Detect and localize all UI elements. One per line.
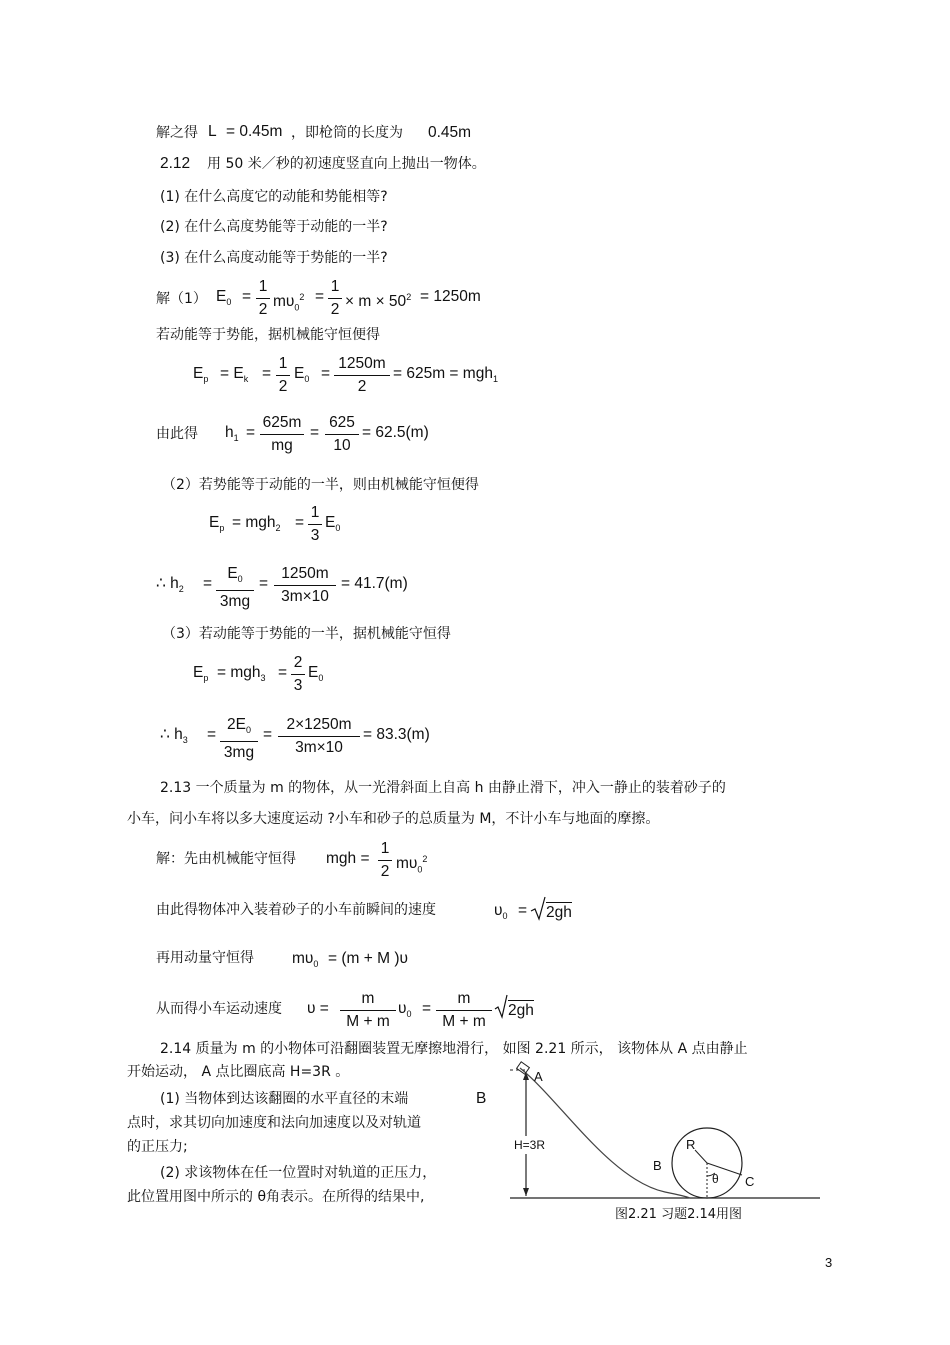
formula-term: $m\upsilon_0^2$	[396, 854, 428, 875]
value: 0.45m	[428, 124, 472, 141]
question-2-14-1-line-1: (1) 当物体到达该翻圈的水平直径的末端	[160, 1091, 409, 1107]
formula-result: = 62.5(m)	[362, 424, 429, 441]
sqrt-content: 2gh	[546, 904, 572, 921]
equals: =	[246, 424, 256, 441]
equals: =	[207, 726, 217, 743]
formula-var: $E_p$	[193, 664, 209, 684]
formula-var: $\upsilon_0$	[398, 1000, 412, 1020]
question-2: (2) 在什么高度势能等于动能的一半?	[160, 219, 388, 235]
page-number: 3	[825, 1255, 833, 1270]
formula-term: = (m + M )υ	[328, 950, 408, 967]
formula-result: = 1250m	[420, 288, 481, 305]
formula-var: $h_1$	[225, 424, 239, 444]
sqrt-sign-icon	[494, 994, 508, 1020]
formula-term: = mgh$_3$	[217, 664, 266, 684]
formula-result: = 41.7(m)	[341, 575, 408, 592]
formula-var: $E_0$	[325, 514, 341, 534]
formula-var: $E_p$	[209, 514, 225, 534]
formula-term: mgh =	[326, 850, 370, 867]
fraction: $\frac{2\times 1250m}{3m\times 10}$	[278, 716, 360, 757]
problem-2-12-text: 用 50 米／秒的初速度竖直向上抛出一物体。	[207, 156, 486, 172]
formula-var: $E_0$	[308, 664, 324, 684]
text: ，即枪筒的长度为	[291, 125, 403, 141]
question-3: (3) 在什么高度动能等于势能的一半?	[160, 250, 388, 266]
sqrt-sign-icon	[530, 896, 546, 922]
figure-caption: 图2.21 习题2.14用图	[615, 1207, 743, 1222]
text: （3）若动能等于势能的一半，据机械能守恒得	[162, 626, 451, 642]
formula-var: ∴ $h_2$	[156, 575, 184, 595]
problem-2-14-line-1: 2.14 质量为 m 的小物体可沿翻圈装置无摩擦地滑行， 如图 2.21 所示， 该物体从 A 点由静止	[160, 1041, 748, 1057]
formula-term: $m\upsilon_0$	[292, 950, 319, 970]
fraction: $\frac{m}{M + m}$	[340, 990, 396, 1031]
sqrt-content: 2gh	[508, 1002, 534, 1019]
formula-value: = 0.45m	[226, 123, 283, 140]
text: 若动能等于势能，据机械能守恒便得	[156, 327, 380, 343]
text: 解（1）	[156, 291, 207, 307]
problem-number-2-12: 2.12	[160, 155, 191, 172]
text: 解：先由机械能守恒得	[156, 851, 296, 867]
problem-2-14-line-2: 开始运动， A 点比圈底高 H=3R 。	[127, 1064, 350, 1080]
fraction: $\frac{1250m}{3m\times 10}$	[274, 565, 336, 606]
question-2-14-1-line-3: 的正压力;	[127, 1139, 188, 1155]
figure-label-theta: θ	[712, 1172, 719, 1186]
text: 再用动量守恒得	[156, 950, 254, 966]
figure-label-a: A	[534, 1069, 543, 1084]
equals: =	[422, 1000, 432, 1017]
formula-term: $m\upsilon_0^2$	[273, 292, 305, 313]
equals: =	[295, 514, 305, 531]
text: 从而得小车运动速度	[156, 1001, 282, 1017]
equals: =	[242, 288, 252, 305]
figure-label-height: H=3R	[514, 1138, 546, 1152]
fraction: $\frac{2}{3}$	[291, 654, 305, 695]
figure-2-21	[490, 1060, 830, 1230]
fraction: $\frac{625m}{mg}$	[260, 414, 304, 455]
equals: =	[259, 575, 269, 592]
formula-var: $E_p$	[193, 365, 209, 385]
formula-var: $\upsilon_0$	[494, 902, 508, 922]
question-1: (1) 在什么高度它的动能和势能相等?	[160, 189, 388, 205]
fraction: $\frac{2E_0}{3mg}$	[220, 716, 258, 762]
formula-result: = 625m = mgh$_1$	[393, 365, 498, 385]
formula-var: $E_0$	[294, 365, 310, 385]
question-2-14-2-line-2: 此位置用图中所示的 θ角表示。在所得的结果中,	[127, 1189, 425, 1205]
fraction: $\frac{1}{2}$	[276, 355, 290, 396]
equals: =	[518, 902, 528, 919]
equals: =	[321, 365, 331, 382]
point-label-b: B	[476, 1090, 487, 1107]
equals: =	[278, 664, 288, 681]
equals: =	[203, 575, 213, 592]
formula-result: = 83.3(m)	[363, 726, 430, 743]
formula-term: = mgh$_2$	[232, 514, 281, 534]
text: 解之得	[156, 125, 198, 141]
fraction: $\frac{1}{2}$	[378, 840, 392, 881]
fraction: $\frac{1}{3}$	[308, 504, 322, 545]
equals: =	[263, 726, 273, 743]
fraction: $\frac{1}{2}$	[256, 278, 270, 319]
text: 由此得	[156, 426, 198, 442]
figure-label-c: C	[745, 1174, 755, 1189]
fraction: $\frac{E_0}{3mg}$	[216, 565, 254, 611]
problem-2-13-line-2: 小车，问小车将以多大速度运动 ?小车和砂子的总质量为 M，不计小车与地面的摩擦。	[127, 811, 660, 827]
fraction: $\frac{625}{10}$	[325, 414, 359, 455]
fraction: $\frac{1}{2}$	[328, 278, 342, 319]
figure-label-r: R	[686, 1137, 696, 1152]
figure-label-b: B	[653, 1158, 662, 1173]
fraction: $\frac{1250m}{2}$	[334, 355, 390, 396]
formula-var: $E_0$	[216, 288, 232, 308]
text: 由此得物体冲入装着砂子的小车前瞬间的速度	[156, 902, 436, 918]
question-2-14-2-line-1: (2) 求该物体在任一位置时对轨道的正压力，	[160, 1165, 437, 1181]
fraction: $\frac{m}{M + m}$	[436, 990, 492, 1031]
problem-2-13-line-1: 2.13 一个质量为 m 的物体，从一光滑斜面上自高 h 由静止滑下，冲入一静止的装着砂子的	[160, 780, 726, 796]
formula-term: × $m \times 50^2$	[345, 292, 412, 311]
formula-term: υ =	[307, 1000, 329, 1017]
question-2-14-1-line-2: 点时，求其切向加速度和法向加速度以及对轨道	[127, 1115, 421, 1131]
formula-var: ∴ $h_3$	[160, 726, 188, 746]
formula-var: L	[208, 123, 217, 140]
equals: =	[310, 424, 320, 441]
equals: =	[315, 288, 325, 305]
equals: =	[262, 365, 272, 382]
text: （2）若势能等于动能的一半，则由机械能守恒便得	[162, 477, 479, 493]
formula-var: = $E_k$	[220, 365, 249, 385]
